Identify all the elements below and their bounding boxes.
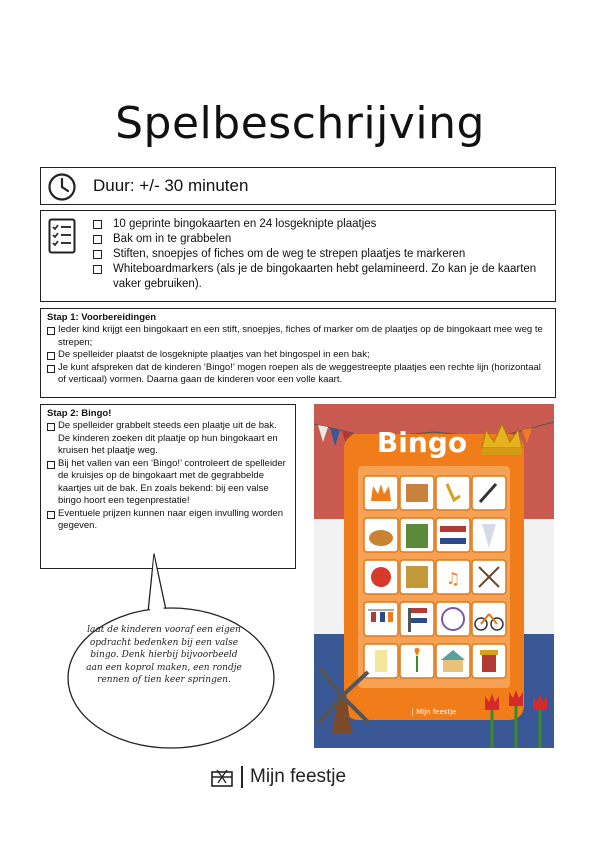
list-item: De spelleider plaatst de losgeknipte plaatjes van het bingospel in een bak; [47, 349, 549, 362]
footer [0, 766, 600, 790]
step2-list [47, 420, 289, 533]
duration-text: Duur: +/- 30 minuten [93, 176, 249, 195]
clock-icon [47, 172, 77, 202]
step2-box [40, 404, 296, 569]
list-item: Eventuele prijzen kunnen naar eigen invulling worden gegeven. [47, 508, 289, 533]
list-item: Bak om in te grabbelen [93, 232, 547, 247]
materials-box [40, 210, 556, 302]
footer-separator [241, 766, 243, 788]
list-item: Whiteboardmarkers (als je de bingokaarten hebt gelamineerd. Zo kan je de kaarten vaker gebruiken). [93, 262, 547, 292]
bingo-card-brand: | Mijn feestje [411, 708, 457, 716]
list-item: Stiften, snoepjes of fiches om de weg te strepen plaatjes te markeren [93, 247, 547, 262]
duration-box [40, 167, 556, 205]
bingo-card-image [314, 404, 554, 748]
step1-heading: Stap 1: Voorbereidingen [47, 312, 157, 323]
list-item: Ieder kind krijgt een bingokaart en een stift, snoepjes, fiches of marker om de plaatjes op de bingokaart mee weg te strepen; [47, 324, 549, 349]
checklist-icon [48, 218, 76, 254]
gift-logo-icon [211, 767, 233, 787]
bingo-title: Bingo [376, 426, 468, 459]
list-item: Je kunt afspreken dat de kinderen ‘Bingo!’ mogen roepen als de weggestreepte plaatjes een rechte lijn (horizontaal of verticaal) vormen. Daarna gaan de kinderen voor een volle kaart. [47, 362, 549, 387]
list-item: Bij het vallen van een ‘Bingo!’ controleert de spelleider de kruisjes op de bingokaart met de gegrabbelde kaartjes uit de bak. En zoals bekend: bij een valse bingo hoort een tegenprestatie! [47, 458, 289, 508]
footer-brand: Mijn feestje [250, 766, 347, 787]
materials-list [93, 217, 547, 292]
bubble-text: laat de kinderen vooraf een eigen opdracht bedenken bij een valse bingo. Denk hierbij bijvoorbeeld aan een koprol maken, een rondje rennen of tien keer springen. [86, 625, 242, 685]
svg-text:♫: ♫ [445, 569, 461, 588]
step1-box [40, 308, 556, 398]
list-item: 10 geprinte bingokaarten en 24 losgeknipte plaatjes [93, 217, 547, 232]
step2-heading: Stap 2: Bingo! [47, 408, 112, 419]
list-item: De spelleider grabbelt steeds een plaatje uit de bak. De kinderen zoeken dit plaatje op hun bingokaart en kruisen het plaatje weg. [47, 420, 289, 458]
bingo-grid [358, 466, 510, 688]
page-title: Spelbeschrijving [115, 98, 485, 149]
step1-list [47, 324, 549, 387]
